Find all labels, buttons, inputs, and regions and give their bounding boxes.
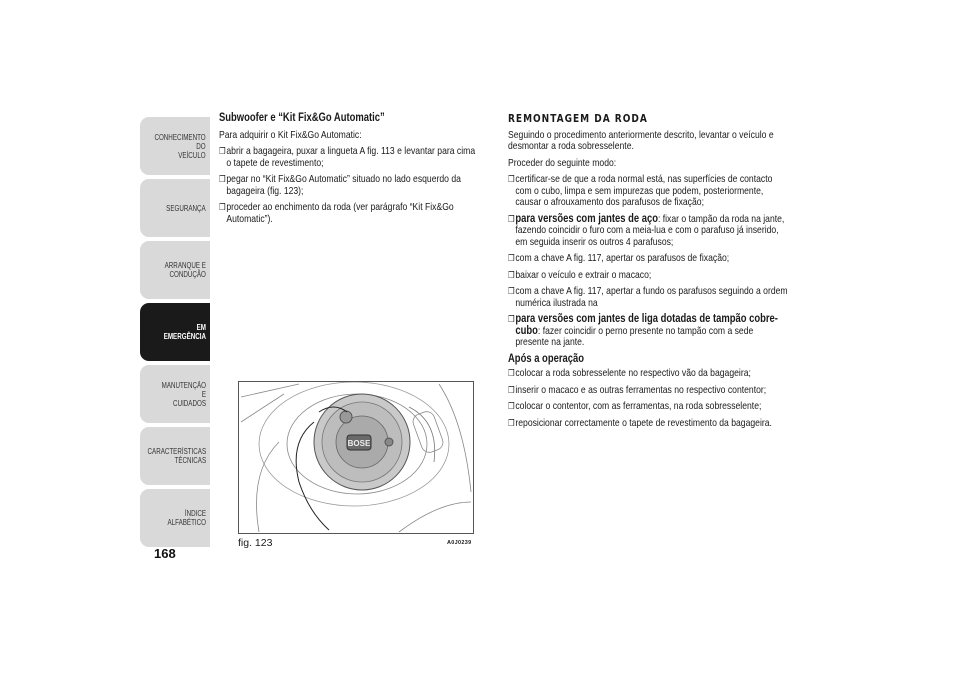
tab-label: ÍNDICE ALFABÉTICO [167, 509, 206, 527]
list-item: ❒ com a chave A fig. 117, apertar os parafusos de fixação; [508, 252, 730, 264]
tab-manutencao-e-cuidados[interactable] [140, 365, 210, 423]
list-item: ❒ inserir o macaco e as outras ferramentas no respectivo contentor; [508, 383, 767, 396]
section-heading: Subwoofer e “Kit Fix&Go Automatic” [219, 112, 385, 124]
tab-label: SEGURANÇA [166, 203, 206, 213]
list-item: ❒ reposicionar correctamente o tapete de revestimento da bagageira. [508, 416, 772, 429]
figure-spare-wheel-subwoofer [238, 381, 474, 534]
checkbox-bullet-icon: ❒ [508, 253, 515, 263]
figure-caption: fig. 123 [238, 537, 273, 549]
list-item: ❒ proceder ao enchimento da roda (ver parágrafo “Kit Fix&Go Automatic”). [219, 201, 454, 225]
checkbox-bullet-icon: ❒ [219, 146, 226, 156]
checkbox-bullet-icon: ❒ [219, 202, 226, 212]
list-item: ❒ baixar o veículo e extrair o macaco; [508, 268, 652, 281]
checkbox-bullet-icon: ❒ [508, 286, 515, 296]
checkbox-bullet-icon: ❒ [508, 368, 515, 378]
figure-code: A0J0239 [447, 540, 472, 546]
subheading: Após a operação [508, 352, 584, 365]
tab-label: ARRANQUE E CONDUÇÃO [164, 261, 206, 279]
checkbox-bullet-icon: ❒ [508, 213, 515, 224]
list-item: ❒ para versões com jantes de liga dotadas de tampão cobre-cubo: fazer coincidir o perno presente no tampão com a sede presente na jante. [508, 313, 778, 348]
list-item: ❒ para versões com jantes de aço: fixar o tampão da roda na jante, fazendo coincidir o furo com a meia-lua e com o parafuso já inserido, em seguida inserir os outros 4 parafusos; [508, 212, 785, 248]
checkbox-bullet-icon: ❒ [508, 417, 515, 428]
right-column [508, 113, 788, 429]
list-item: ❒ colocar o contentor, com as ferramentas, na roda sobresselente; [508, 400, 762, 412]
checkbox-bullet-icon: ❒ [508, 269, 515, 280]
spare-wheel-illustration [239, 382, 474, 534]
page-number: 168 [154, 546, 176, 561]
list-item: ❒ com a chave A fig. 117, apertar a fundo os parafusos seguindo a ordem numérica ilustrada na [508, 285, 788, 309]
tab-label: EM EMERGÊNCIA [163, 323, 206, 341]
left-column [219, 113, 481, 225]
tab-label: CARACTERÍSTICAS TÉCNICAS [147, 447, 206, 465]
tab-label: CONHECIMENTO DO VEÍCULO [154, 132, 206, 160]
list-item: ❒ pegar no “Kit Fix&Go Automatic” situado no lado esquerdo da bagageira (fig. 123); [219, 173, 461, 197]
list-item: ❒ abrir a bagageira, puxar a lingueta A fig. 113 e levantar para cima o tapete de revestimento; [219, 145, 476, 169]
tab-arranque-e-conducao[interactable] [140, 241, 210, 299]
tab-label: MANUTENÇÃO E CUIDADOS [161, 380, 206, 408]
tab-conhecimento-do-veiculo[interactable] [140, 117, 210, 175]
bose-badge: BOSE [347, 439, 371, 448]
intro-text: Para adquirir o Kit Fix&Go Automatic: [219, 128, 362, 141]
list-item: ❒ colocar a roda sobresselente no respectivo vão da bagageira; [508, 367, 751, 379]
tab-seguranca[interactable] [140, 179, 210, 237]
checkbox-bullet-icon: ❒ [508, 401, 515, 411]
intro-text: Seguindo o procedimento anteriormente descrito, levantar o veículo e desmontar a roda sobresselente. [508, 128, 774, 152]
list-item: ❒ certificar-se de que a roda normal está, nas superfícies de contacto com o cubo, limpa e sem impurezas que podem, posteriormente, causar o afrouxamento dos parafusos de fixação; [508, 173, 773, 208]
section-heading: REMONTAGEM DA RODA [508, 112, 648, 125]
tab-indice-alfabetico[interactable] [140, 489, 210, 547]
intro-text: Proceder do seguinte modo: [508, 156, 617, 169]
checkbox-bullet-icon: ❒ [508, 384, 515, 395]
tab-em-emergencia[interactable] [140, 303, 210, 361]
checkbox-bullet-icon: ❒ [508, 174, 515, 184]
checkbox-bullet-icon: ❒ [508, 314, 515, 324]
tab-caracteristicas-tecnicas[interactable] [140, 427, 210, 485]
checkbox-bullet-icon: ❒ [219, 174, 226, 184]
